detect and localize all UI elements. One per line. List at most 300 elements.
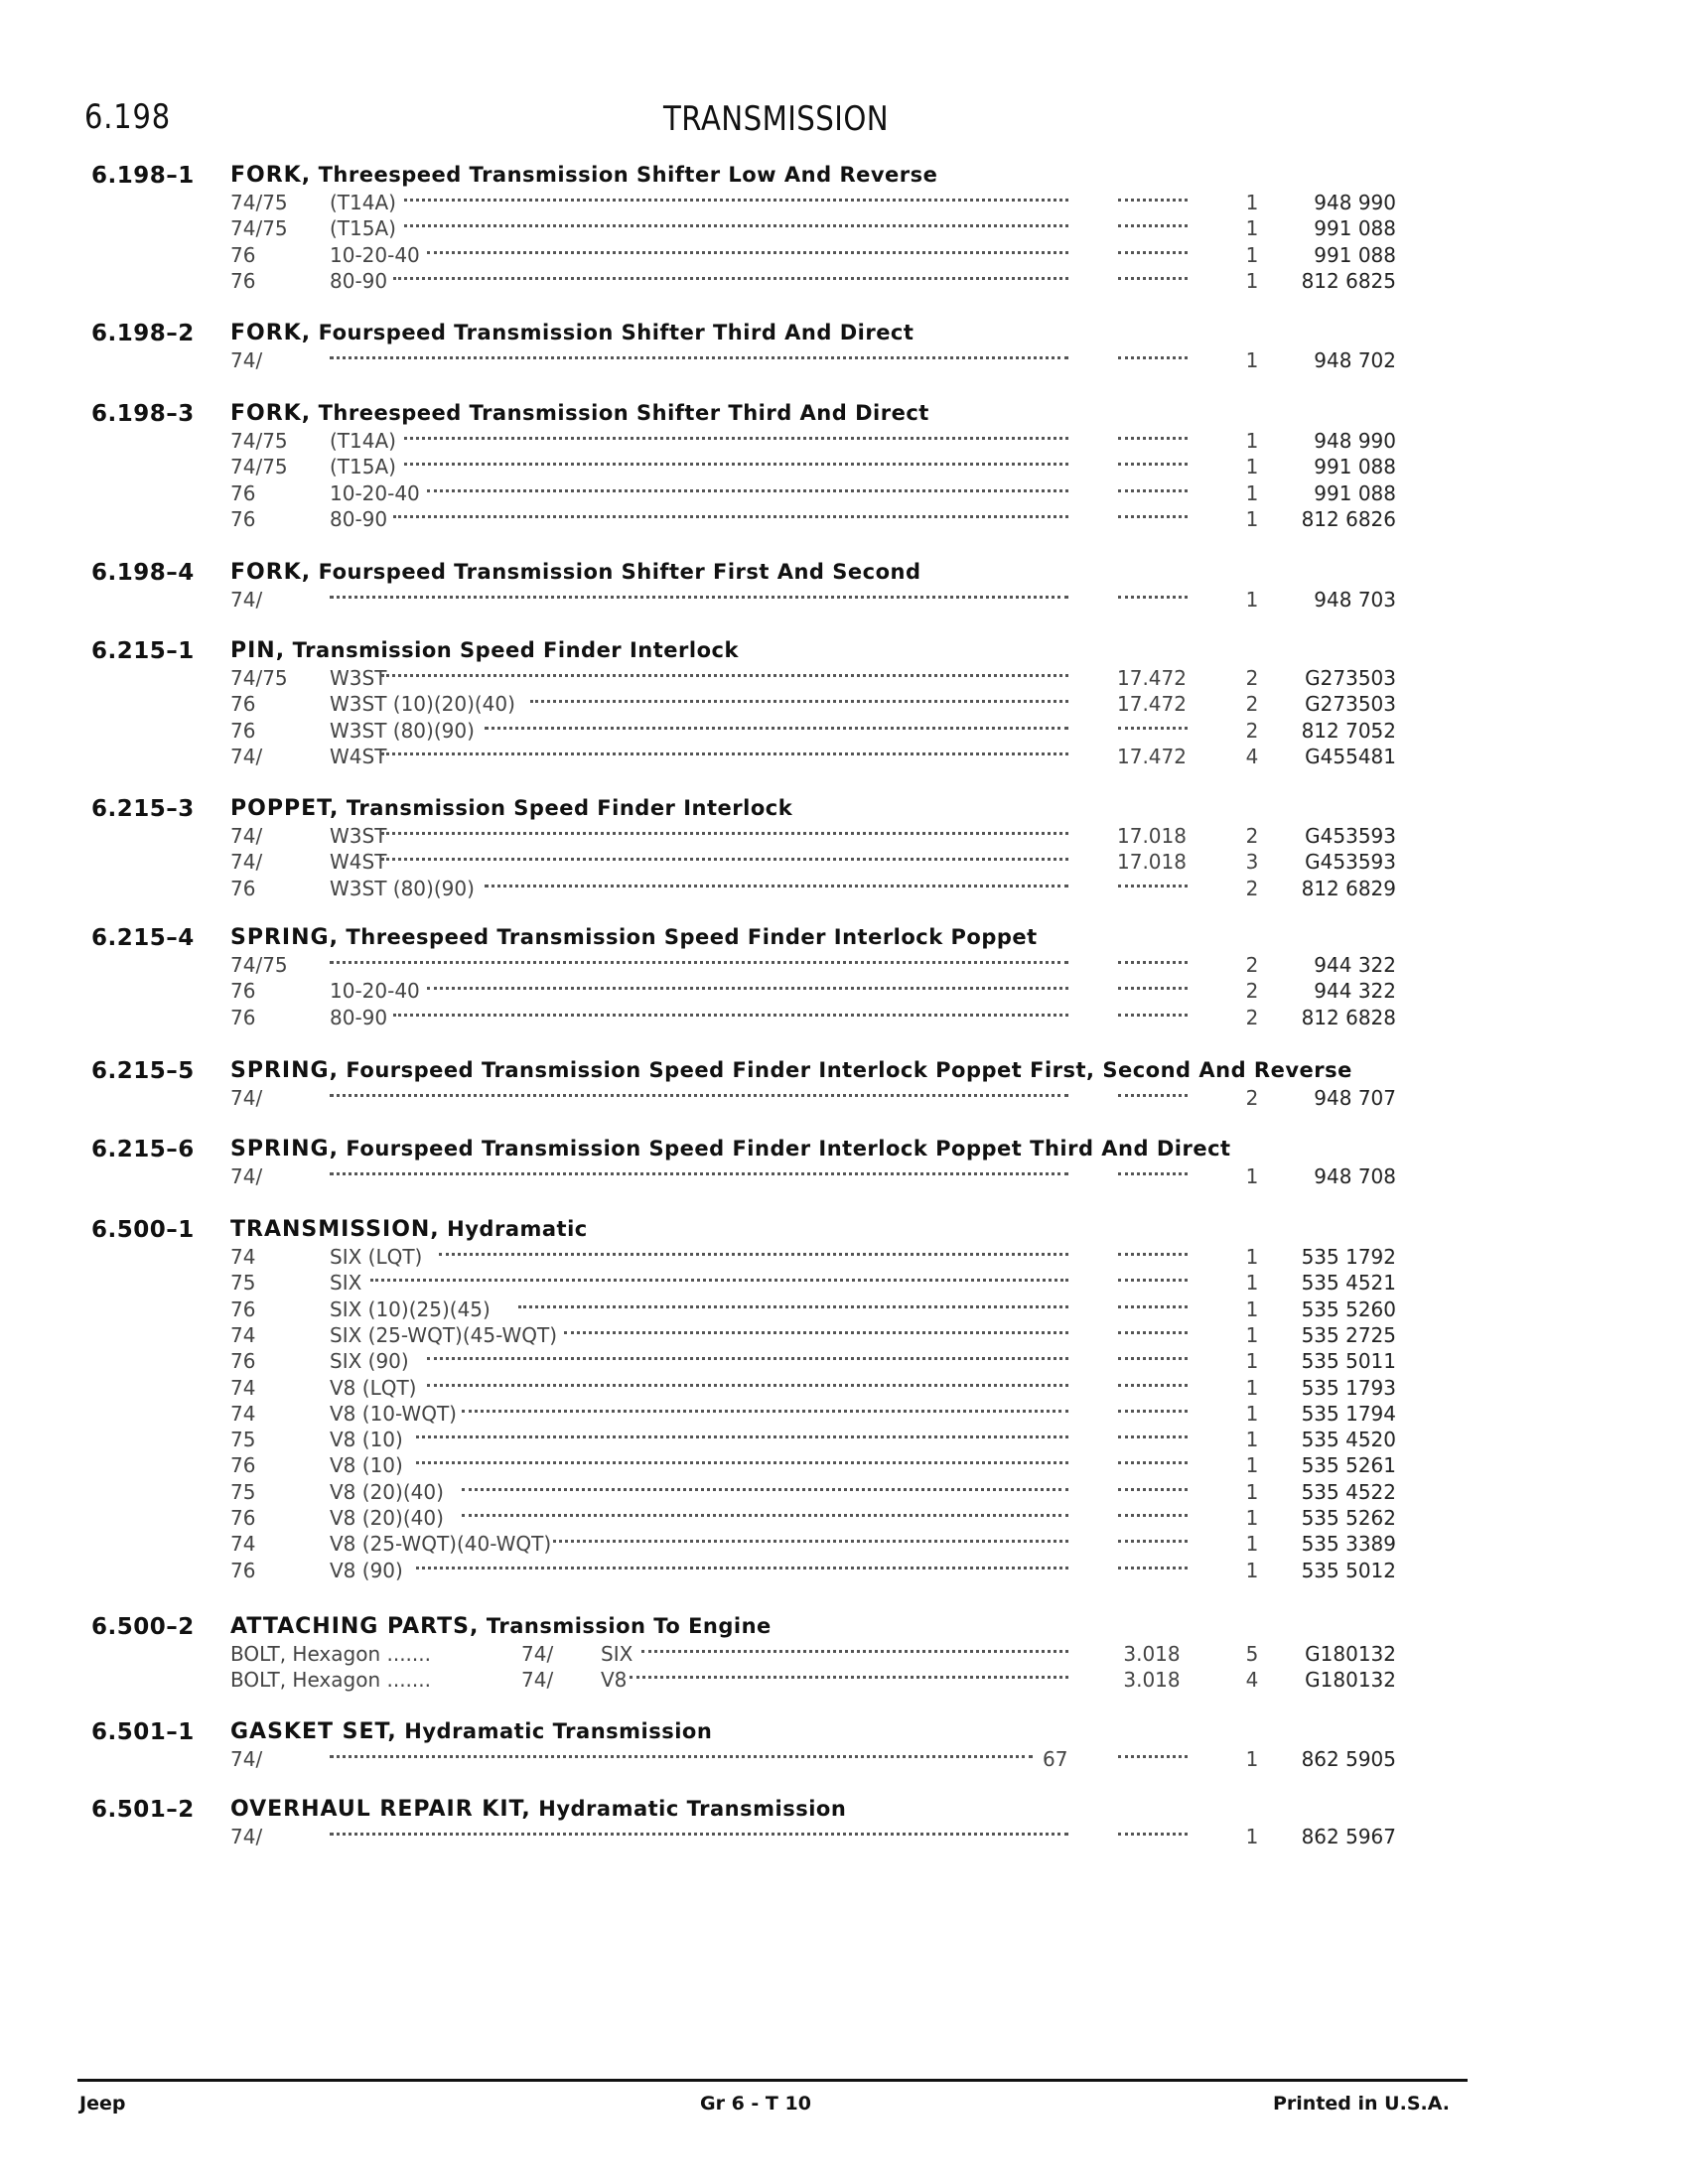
part-number: 535 4521	[1301, 1271, 1396, 1296]
part-number: 948 990	[1314, 429, 1396, 453]
part-row	[0, 1747, 1688, 1773]
catalog-ref: 17.472	[1117, 692, 1187, 717]
model-spec: W3ST (80)(90)	[330, 876, 475, 900]
model-spec: 10-20-40	[330, 979, 420, 1004]
part-row	[0, 1480, 1688, 1506]
dot-leader	[427, 489, 1068, 492]
dot-leader	[404, 224, 1068, 227]
quantity: 1	[1245, 216, 1259, 241]
part-title	[230, 560, 921, 585]
quantity: 2	[1245, 1005, 1259, 1029]
part-number: 535 1794	[1301, 1401, 1396, 1426]
part-number: G273503	[1305, 666, 1396, 690]
dot-leader	[641, 1650, 1069, 1653]
dot-leader	[1118, 1384, 1188, 1387]
catalog-ref: 3.018	[1123, 1642, 1181, 1666]
year-range: 76	[230, 692, 256, 717]
dot-leader	[404, 199, 1068, 202]
part-row	[0, 745, 1688, 770]
quantity: 1	[1245, 1297, 1259, 1321]
model-spec: V8 (20)(40)	[330, 1506, 444, 1530]
model-spec: SIX (LQT)	[330, 1245, 423, 1269]
year-range: 76	[230, 1297, 256, 1321]
dot-leader	[518, 1305, 1068, 1308]
year-range: 74	[230, 1322, 256, 1347]
part-name: ATTACHING PARTS,	[230, 1614, 480, 1639]
part-description: Threespeed Transmission Shifter Low And Reverse	[318, 163, 938, 187]
part-row	[0, 850, 1688, 876]
year-range: 74/	[230, 850, 263, 875]
model-spec: SIX (90)	[330, 1349, 409, 1374]
part-number: 991 088	[1314, 480, 1396, 505]
part-row	[0, 1245, 1688, 1271]
quantity: 1	[1245, 1245, 1259, 1269]
ref-number: 67	[1043, 1747, 1068, 1771]
dot-leader	[404, 463, 1068, 466]
part-name: SPRING,	[230, 925, 339, 950]
dot-leader	[564, 1331, 1068, 1334]
part-number-ref: 6.215–5	[91, 1058, 195, 1084]
part-row	[0, 824, 1688, 850]
quantity: 2	[1245, 1086, 1259, 1110]
part-row	[0, 1297, 1688, 1323]
quantity: 1	[1245, 1558, 1259, 1582]
quantity: 1	[1245, 1747, 1259, 1771]
dot-leader	[1118, 1331, 1188, 1334]
part-description: Transmission To Engine	[486, 1614, 772, 1638]
part-number: 535 1793	[1301, 1375, 1396, 1400]
part-row	[0, 1402, 1688, 1428]
dot-leader	[427, 1384, 1068, 1387]
dot-leader	[416, 1461, 1069, 1464]
part-row	[0, 1006, 1688, 1031]
part-description: Transmission Speed Finder Interlock	[292, 638, 739, 662]
part-title	[230, 925, 1038, 950]
part-row	[0, 1668, 1688, 1694]
part-number-ref: 6.198–4	[91, 560, 195, 586]
part-row	[0, 481, 1688, 507]
part-name: FORK,	[230, 321, 312, 345]
dot-leader	[1118, 727, 1188, 730]
part-row	[0, 719, 1688, 745]
dot-leader	[330, 1755, 1033, 1758]
year-range: 76	[230, 1558, 256, 1582]
part-title	[230, 1797, 846, 1822]
dot-leader	[1118, 987, 1188, 990]
model-spec: V8 (10)	[330, 1428, 403, 1452]
year-range: 76	[230, 1005, 256, 1029]
quantity: 1	[1245, 455, 1259, 479]
part-number-ref: 6.198–2	[91, 321, 195, 346]
quantity: 2	[1245, 979, 1259, 1004]
part-number: 812 6826	[1301, 506, 1396, 531]
part-title	[230, 1137, 1231, 1161]
part-name: FORK,	[230, 560, 312, 585]
dot-leader	[330, 961, 1068, 964]
footer-page-ref: Gr 6 - T 10	[700, 2093, 811, 2115]
part-description: Threespeed Transmission Speed Finder Interlock Poppet	[346, 925, 1038, 949]
quantity: 2	[1245, 666, 1259, 690]
year-range: 74/	[521, 1668, 554, 1693]
part-number: 862 5967	[1301, 1825, 1396, 1848]
dot-leader	[393, 515, 1069, 518]
part-title	[230, 321, 914, 345]
part-row	[0, 1532, 1688, 1558]
part-name: FORK,	[230, 401, 312, 426]
part-number: 535 5260	[1301, 1297, 1396, 1321]
part-number: 812 6828	[1301, 1005, 1396, 1029]
model-spec: V8	[601, 1668, 628, 1693]
part-number: 948 990	[1314, 191, 1396, 214]
part-row	[0, 243, 1688, 269]
dot-leader	[530, 700, 1069, 703]
dot-leader	[462, 1488, 1069, 1491]
model-spec: W3ST (80)(90)	[330, 718, 475, 743]
dot-leader	[381, 832, 1068, 835]
year-range: 74/	[521, 1642, 554, 1666]
quantity: 1	[1245, 1401, 1259, 1426]
year-range: 74/75	[230, 429, 288, 453]
part-row	[0, 269, 1688, 295]
quantity: 1	[1245, 348, 1259, 372]
part-row	[0, 1349, 1688, 1375]
year-range: 76	[230, 876, 256, 900]
part-row	[0, 1428, 1688, 1453]
year-range: 74	[230, 1245, 256, 1269]
year-range: 74/75	[230, 455, 288, 479]
dot-leader	[485, 727, 1069, 730]
part-row	[0, 1376, 1688, 1402]
part-number: 535 5012	[1301, 1558, 1396, 1582]
part-number: 948 703	[1314, 588, 1396, 612]
part-title	[230, 401, 929, 426]
quantity: 1	[1245, 1428, 1259, 1452]
year-range: 74/75	[230, 216, 288, 241]
model-spec: SIX	[330, 1271, 362, 1296]
part-number: 948 702	[1314, 348, 1396, 372]
quantity: 1	[1245, 588, 1259, 612]
model-spec: W3ST	[330, 824, 387, 848]
part-number-ref: 6.198–1	[91, 163, 195, 189]
year-range: 74/	[230, 588, 263, 612]
part-row	[0, 877, 1688, 902]
part-title	[230, 796, 792, 821]
year-range: 76	[230, 480, 256, 505]
catalog-ref: 17.018	[1117, 824, 1187, 848]
year-range: 76	[230, 1453, 256, 1478]
quantity: 1	[1245, 429, 1259, 453]
quantity: 2	[1245, 876, 1259, 900]
dot-leader	[1118, 961, 1188, 964]
part-number-ref: 6.500–1	[91, 1217, 195, 1243]
dot-leader	[1118, 1488, 1188, 1491]
model-spec: W4ST	[330, 744, 387, 768]
year-range: 74/	[230, 1825, 263, 1848]
year-range: 75	[230, 1271, 256, 1296]
part-row	[0, 953, 1688, 979]
dot-leader	[1118, 489, 1188, 492]
part-row	[0, 1323, 1688, 1349]
part-row	[0, 692, 1688, 718]
year-range: 74/	[230, 824, 263, 848]
dot-leader	[404, 437, 1068, 440]
part-number: 991 088	[1314, 242, 1396, 267]
part-number-ref: 6.215–3	[91, 796, 195, 822]
dot-leader	[330, 1833, 1068, 1836]
model-spec: V8 (90)	[330, 1558, 403, 1582]
year-range: 74/75	[230, 953, 288, 977]
part-row	[0, 1086, 1688, 1112]
dot-leader	[1118, 515, 1188, 518]
dot-leader	[393, 1014, 1069, 1017]
model-spec: (T15A)	[330, 455, 396, 479]
section-number: 6.198	[84, 97, 171, 137]
part-row	[0, 191, 1688, 216]
part-name: SPRING,	[230, 1137, 339, 1161]
part-number: 535 4522	[1301, 1479, 1396, 1504]
part-number: 944 322	[1314, 953, 1396, 977]
dot-leader	[1118, 1755, 1188, 1758]
model-spec: 80-90	[330, 1005, 388, 1029]
part-title	[230, 1058, 1352, 1083]
part-row	[0, 588, 1688, 614]
quantity: 1	[1245, 1532, 1259, 1557]
model-spec: W4ST	[330, 850, 387, 875]
year-range: 74/	[230, 1164, 263, 1188]
dot-leader	[416, 1435, 1069, 1438]
part-title	[230, 1217, 588, 1242]
year-range: 74/75	[230, 666, 288, 690]
part-number: G273503	[1305, 692, 1396, 717]
part-description: Fourspeed Transmission Speed Finder Interlock Poppet Third And Direct	[346, 1137, 1231, 1160]
part-name: POPPET,	[230, 796, 340, 821]
part-row	[0, 1271, 1688, 1297]
dot-leader	[439, 1253, 1069, 1256]
part-description: Hydramatic Transmission	[404, 1719, 713, 1743]
quantity: 4	[1245, 1668, 1259, 1693]
part-number: 812 6825	[1301, 268, 1396, 293]
model-spec: SIX	[601, 1642, 633, 1666]
part-name: PIN,	[230, 638, 286, 663]
quantity: 1	[1245, 191, 1259, 214]
year-range: 76	[230, 242, 256, 267]
dot-leader	[1118, 1172, 1188, 1175]
part-number: G180132	[1305, 1642, 1396, 1666]
model-spec: (T15A)	[330, 216, 396, 241]
part-number: 812 7052	[1301, 718, 1396, 743]
year-range: 74/	[230, 1747, 263, 1771]
year-range: 76	[230, 979, 256, 1004]
year-range: 76	[230, 1506, 256, 1530]
year-range: 74/	[230, 1086, 263, 1110]
dot-leader	[381, 674, 1068, 677]
dot-leader	[381, 858, 1068, 861]
quantity: 3	[1245, 850, 1259, 875]
quantity: 1	[1245, 506, 1259, 531]
quantity: 1	[1245, 1164, 1259, 1188]
model-spec: 10-20-40	[330, 242, 420, 267]
quantity: 1	[1245, 1453, 1259, 1478]
dot-leader	[1118, 1279, 1188, 1282]
quantity: 1	[1245, 1271, 1259, 1296]
dot-leader	[1118, 1461, 1188, 1464]
dot-leader	[1118, 277, 1188, 280]
dot-leader	[1118, 1435, 1188, 1438]
part-number-ref: 6.198–3	[91, 401, 195, 427]
dot-leader	[1118, 224, 1188, 227]
part-number-ref: 6.500–2	[91, 1614, 195, 1640]
dot-leader	[1118, 1357, 1188, 1360]
quantity: 2	[1245, 953, 1259, 977]
part-name: GASKET SET,	[230, 1719, 397, 1744]
year-range: 74/	[230, 348, 263, 372]
part-number: 812 6829	[1301, 876, 1396, 900]
part-number: 991 088	[1314, 455, 1396, 479]
dot-leader	[330, 1094, 1068, 1097]
quantity: 1	[1245, 268, 1259, 293]
model-spec: W3ST (10)(20)(40)	[330, 692, 515, 717]
part-name: OVERHAUL REPAIR KIT,	[230, 1797, 531, 1822]
dot-leader	[1118, 1094, 1188, 1097]
year-range: 76	[230, 718, 256, 743]
dot-leader	[1118, 1305, 1188, 1308]
model-spec: V8 (10)	[330, 1453, 403, 1478]
quantity: 2	[1245, 824, 1259, 848]
part-row	[0, 455, 1688, 480]
dot-leader	[1118, 463, 1188, 466]
part-description: Fourspeed Transmission Shifter First And Second	[318, 560, 921, 584]
part-row	[0, 216, 1688, 242]
part-number: 948 708	[1314, 1164, 1396, 1188]
dot-leader	[1118, 1514, 1188, 1517]
footer-brand: Jeep	[79, 2093, 126, 2115]
year-range: BOLT, Hexagon .......	[230, 1668, 431, 1693]
part-number: 535 5262	[1301, 1506, 1396, 1530]
dot-leader	[427, 251, 1068, 254]
part-number: 535 5261	[1301, 1453, 1396, 1478]
part-description: Fourspeed Transmission Speed Finder Interlock Poppet First, Second And Reverse	[346, 1058, 1352, 1082]
dot-leader	[393, 277, 1069, 280]
part-title	[230, 1614, 772, 1639]
part-number: G453593	[1305, 850, 1396, 875]
part-title	[230, 638, 739, 663]
part-number: 991 088	[1314, 216, 1396, 241]
catalog-ref: 17.018	[1117, 850, 1187, 875]
quantity: 1	[1245, 1375, 1259, 1400]
dot-leader	[1118, 1567, 1188, 1570]
dot-leader	[485, 885, 1069, 887]
part-row	[0, 666, 1688, 692]
part-number: 948 707	[1314, 1086, 1396, 1110]
part-number: 535 5011	[1301, 1349, 1396, 1374]
dot-leader	[462, 1410, 1069, 1413]
quantity: 1	[1245, 1322, 1259, 1347]
dot-leader	[427, 987, 1068, 990]
quantity: 5	[1245, 1642, 1259, 1666]
quantity: 1	[1245, 1506, 1259, 1530]
year-range: 74	[230, 1532, 256, 1557]
part-row	[0, 348, 1688, 374]
part-row	[0, 1825, 1688, 1850]
dot-leader	[1118, 596, 1188, 599]
footer-printed: Printed in U.S.A.	[1273, 2093, 1450, 2115]
quantity: 1	[1245, 242, 1259, 267]
quantity: 1	[1245, 1479, 1259, 1504]
part-row	[0, 429, 1688, 455]
quantity: 1	[1245, 1825, 1259, 1848]
dot-leader	[1118, 1014, 1188, 1017]
part-number: G453593	[1305, 824, 1396, 848]
dot-leader	[330, 356, 1068, 359]
dot-leader	[416, 1567, 1069, 1570]
part-row	[0, 1642, 1688, 1668]
dot-leader	[330, 1172, 1068, 1175]
part-name: FORK,	[230, 163, 312, 188]
part-row	[0, 1506, 1688, 1532]
catalog-ref: 17.472	[1117, 666, 1187, 690]
dot-leader	[1118, 885, 1188, 887]
part-number: 944 322	[1314, 979, 1396, 1004]
part-number-ref: 6.501–2	[91, 1797, 195, 1823]
footer-rule	[77, 2079, 1468, 2082]
part-row	[0, 1453, 1688, 1479]
catalog-ref: 17.472	[1117, 744, 1187, 768]
part-number: 862 5905	[1301, 1747, 1396, 1771]
dot-leader	[330, 596, 1068, 599]
model-spec: V8 (20)(40)	[330, 1479, 444, 1504]
dot-leader	[1118, 199, 1188, 202]
year-range: 74/	[230, 744, 263, 768]
year-range: BOLT, Hexagon .......	[230, 1642, 431, 1666]
model-spec: 80-90	[330, 268, 388, 293]
model-spec: V8 (10-WQT)	[330, 1401, 457, 1426]
part-title	[230, 163, 937, 188]
year-range: 74	[230, 1375, 256, 1400]
dot-leader	[1118, 1410, 1188, 1413]
dot-leader	[462, 1514, 1069, 1517]
part-description: Hydramatic Transmission	[538, 1797, 847, 1821]
model-spec: V8 (LQT)	[330, 1375, 417, 1400]
dot-leader	[1118, 1833, 1188, 1836]
part-name: SPRING,	[230, 1058, 339, 1083]
model-spec: W3ST	[330, 666, 387, 690]
quantity: 1	[1245, 480, 1259, 505]
dot-leader	[427, 1357, 1068, 1360]
model-spec: (T14A)	[330, 429, 396, 453]
part-description: Hydramatic	[447, 1217, 588, 1241]
part-description: Transmission Speed Finder Interlock	[346, 796, 793, 820]
model-spec: V8 (25-WQT)(40-WQT)	[330, 1532, 552, 1557]
dot-leader	[1118, 356, 1188, 359]
quantity: 1	[1245, 1349, 1259, 1374]
quantity: 2	[1245, 692, 1259, 717]
part-name: TRANSMISSION,	[230, 1217, 440, 1242]
year-range: 75	[230, 1428, 256, 1452]
dot-leader	[1118, 251, 1188, 254]
catalog-ref: 3.018	[1123, 1668, 1181, 1693]
year-range: 76	[230, 268, 256, 293]
model-spec: (T14A)	[330, 191, 396, 214]
model-spec: 80-90	[330, 506, 388, 531]
part-row	[0, 1559, 1688, 1584]
page-title: TRANSMISSION	[663, 99, 890, 139]
dot-leader	[1118, 437, 1188, 440]
part-number: G455481	[1305, 744, 1396, 768]
part-number: 535 4520	[1301, 1428, 1396, 1452]
year-range: 75	[230, 1479, 256, 1504]
part-row	[0, 507, 1688, 533]
year-range: 74/75	[230, 191, 288, 214]
